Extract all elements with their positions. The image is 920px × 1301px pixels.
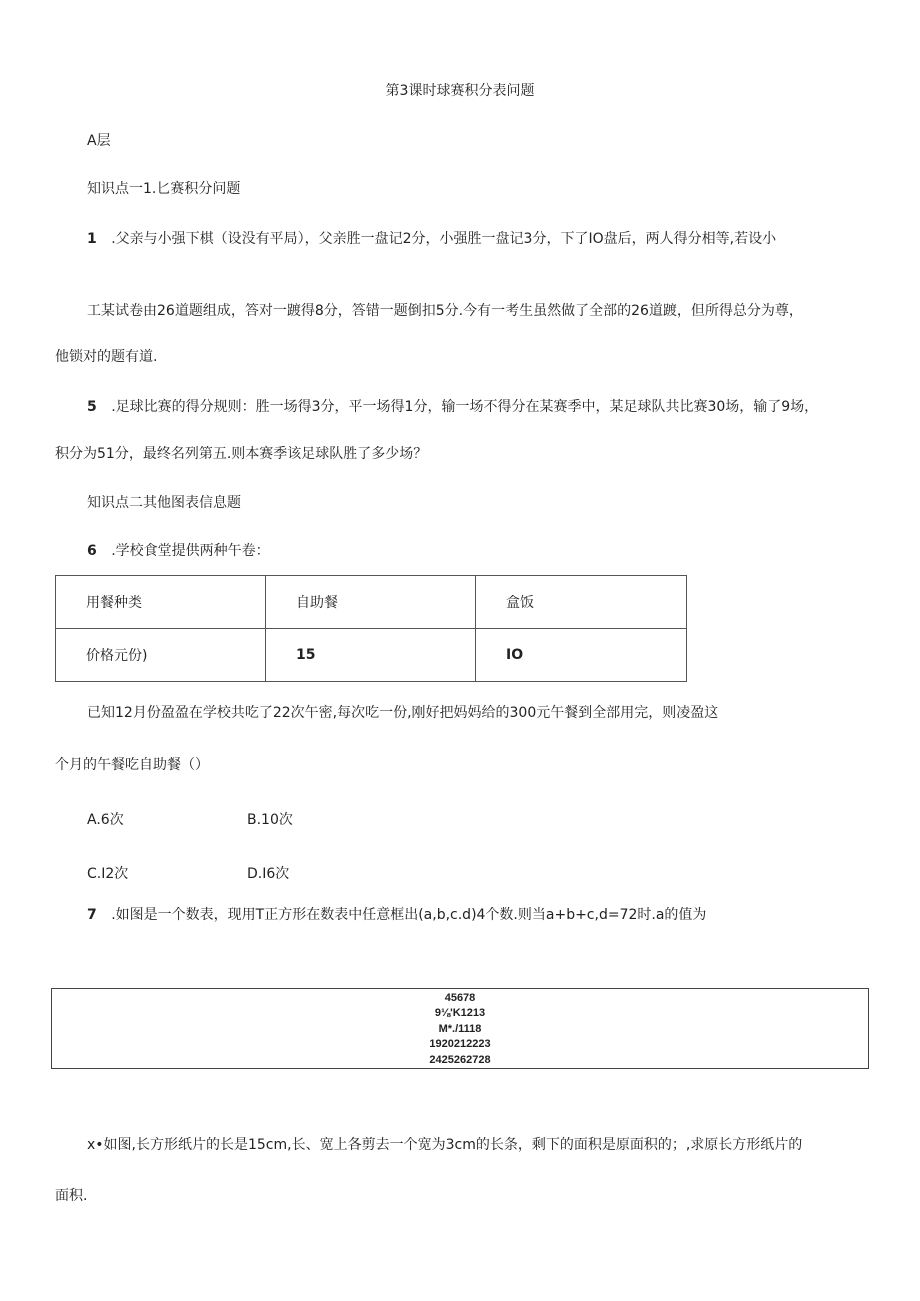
level-label: A层 xyxy=(87,133,111,149)
question-number: 5 xyxy=(87,399,97,415)
question-6-line-1: 已知12月份盈盈在学校共吃了22次午密,每次吃一份,刚好把妈妈给的300元午餐到全部用完，则凌盈这 xyxy=(87,705,719,721)
question-1 xyxy=(87,228,776,248)
meal-price-table xyxy=(55,575,687,682)
table-cell: 价格元份) xyxy=(56,629,266,682)
question-number: 1 xyxy=(87,231,97,247)
question-text: .足球比赛的得分规则：胜一场得3分，平一场得1分，输一场不得分在某赛季中，某足球队共比赛30场，输了9场， xyxy=(111,399,819,415)
question-8-line-2: 面积. xyxy=(55,1188,88,1204)
question-number: 7 xyxy=(87,907,97,923)
question-text: .学校食堂提供两种午卷： xyxy=(111,543,270,559)
question-text: .父亲与小强下棋（设没有平局），父亲胜一盘记2分，小强胜一盘记3分，下了IO盘后，两人得分相等,若设小 xyxy=(111,231,777,247)
question-text: .如图是一个数表，现用T正方形在数表中任意框出(a,b,c.d)4个数.则当a+b+c,d=72时.a的值为 xyxy=(111,907,707,923)
number-row: 2425262728 xyxy=(429,1053,491,1066)
question-5 xyxy=(87,396,818,416)
page-title: 第3课时球赛积分表问题 xyxy=(385,83,535,99)
table-cell: 自助餐 xyxy=(266,576,476,629)
question-6-line-2: 个月的午餐吃自助餐（） xyxy=(55,757,209,773)
question-2-line-1: 工某试卷由26道题组成，答对一踱得8分，答错一题倒扣5分.今有一考生虽然做了全部的26道踱，但所得总分为尊， xyxy=(87,303,803,319)
table-cell: 15 xyxy=(266,629,476,682)
question-7 xyxy=(87,904,706,924)
option-a: A.6次 xyxy=(87,812,124,828)
option-b: B.10次 xyxy=(247,812,293,828)
table-cell: 盒饭 xyxy=(476,576,687,629)
number-table xyxy=(51,988,869,1069)
question-number: 6 xyxy=(87,543,97,559)
table-row xyxy=(56,576,687,629)
table-cell: 用餐种类 xyxy=(56,576,266,629)
section-heading-2: 知识点二其他图表信息题 xyxy=(87,495,241,511)
question-8-line-1: x•如图,长方形纸片的长是15cm,长、宽上各剪去一个宽为3cm的长条，剩下的面积是原面积的；,求原长方形纸片的 xyxy=(87,1137,803,1153)
option-c: C.I2次 xyxy=(87,866,129,882)
option-d: D.I6次 xyxy=(247,866,290,882)
section-heading-1: 知识点一1.匕赛积分问题 xyxy=(87,181,241,197)
number-row: 9⅛'K1213 xyxy=(434,1007,486,1020)
question-6 xyxy=(87,540,270,560)
number-row: 1920212223 xyxy=(429,1038,491,1051)
table-cell: IO xyxy=(476,629,687,682)
number-row: 45678 xyxy=(444,992,476,1004)
question-5-line-2: 积分为51分，最终名列第五.则本赛季该足球队胜了多少场？ xyxy=(55,446,428,462)
question-2-line-2: 他锁对的题有道. xyxy=(55,349,158,365)
number-row: M*./1118 xyxy=(438,1022,482,1035)
table-row xyxy=(56,629,687,682)
